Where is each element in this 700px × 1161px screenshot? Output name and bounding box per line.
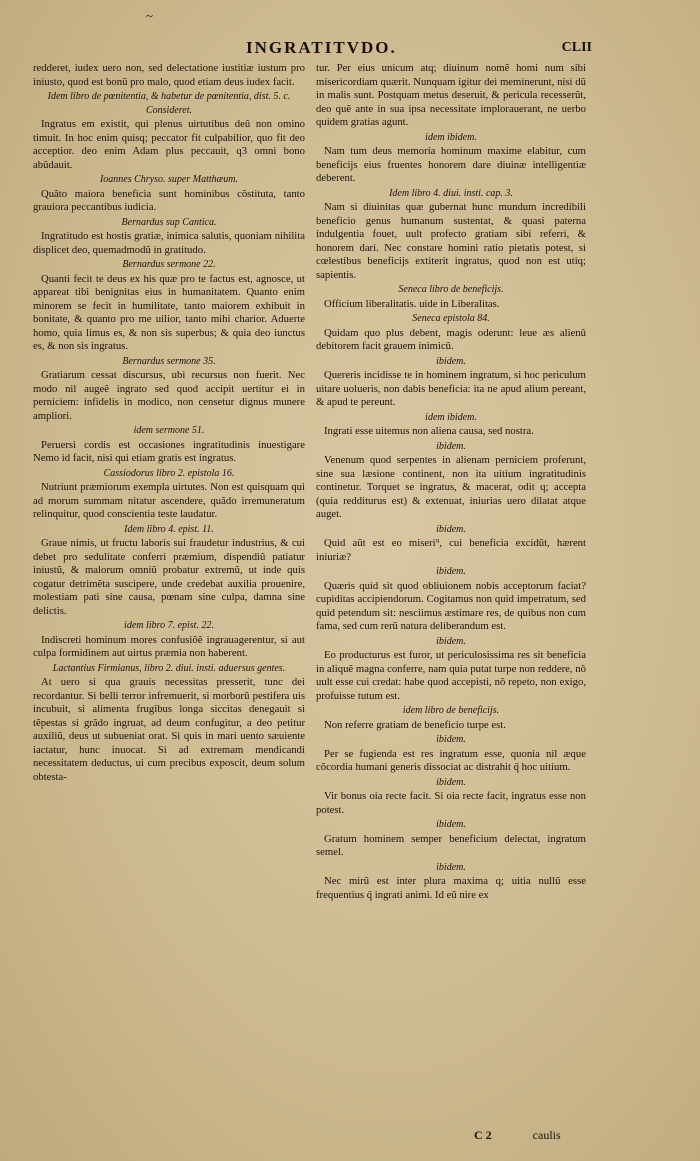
- catchword: caulis: [532, 1128, 561, 1142]
- paragraph: Nutriunt præmiorum exempla uirtutes. Non est quisquam qui ad morum summam nitatur ascendere, quãdo irremuneratum relinquitur, quod conscientia teste laudatur.: [33, 481, 305, 520]
- paragraph: Graue nimis, ut fructu laboris sui fraudetur industrius, & cui debet pro sedulitate conferri præmium, dispendiũ patiatur iniustũ, & malorum omniũ probatur extremũ, ut inde quis cogatur detrimẽta suscipere, unde credebat auxilia prouenire, molestiam pati sine causa, pœnam sine culpa, damna sine delictis.: [33, 537, 305, 617]
- source-citation: ibidem.: [436, 734, 466, 745]
- source-citation: ibidem.: [436, 566, 466, 577]
- paragraph: At uero si qua grauis necessitas presserit, tunc dei recordantur. Si belli terror infremuerit, si morborũ pestifera uis incubuit, si alimenta frugibus longa siccitas denegauit si tẽpestas si grãdo ingruat, ad deum confugitur, a deo petitur auxiliũ, deus ut subueniat orat. Si quis in mari uento sæuiente iactatur, hunc inuocat. Si ad extremam mendicandi necessitatem deductus, ui cum precibus exposcit, deum solum obtesta-: [33, 676, 305, 783]
- folio-number: CLII: [561, 40, 592, 55]
- paragraph: Quanti fecit te deus ex his quæ pro te factus est, agnosce, ut appareat tibi benignitas eius in humanitatem. Quanto enim minorem se fecit in humilitate, tanto maiorem exhibuit in bonitate, & quanto pro me uilior, tanto mihi charior. Aduerte homo, quia limus es, & non sis superbus; & quia deo iunctus es, & non sis ingratus.: [33, 272, 305, 352]
- source-citation: idem sermone 51.: [133, 425, 205, 436]
- paragraph: Gratiarum cessat discursus, ubi recursus non fuerit. Nec modo nil augeẽ ingrato sed quod accipit uertitur ei in perniciem: infidelis in modico, non censetur dignus munere ampliori.: [33, 369, 305, 422]
- running-title: INGRATITVDO.: [246, 38, 397, 57]
- source-citation: Idem libro 4. epist. 11.: [124, 523, 214, 535]
- paragraph: Nam tum deus memoria hominum maxime elabitur, cum beneficijs eius fruentes honorem dare diuinæ intelligentiæ deberent.: [316, 145, 586, 184]
- paragraph: Peruersi cordis est occasiones ingratitudinis inuestigare Nemo id facit, nisi qui etiam gratis est ingratus.: [33, 438, 305, 464]
- source-citation: idem ibidem.: [425, 411, 477, 423]
- paragraph: Ingrati esse uitemus non aliena causa, sed nostra.: [324, 425, 534, 437]
- source-citation: Bernardus sermone 35.: [122, 355, 216, 367]
- source-citation: Seneca epistola 84.: [412, 313, 490, 324]
- paragraph: Quãto maiora beneficia sunt hominibus cõstituta, tanto grauiora peccantibus iudicia.: [33, 187, 305, 213]
- paragraph: Quidam quo plus debent, magis oderunt: leue æs alienũ debitorem facit grauem inimicũ.: [316, 326, 586, 352]
- top-mark: ~: [146, 8, 154, 23]
- source-citation: Idem libro 4. diui. insti. cap. 3.: [389, 187, 513, 199]
- running-header: [0, 36, 700, 62]
- right-column: [316, 62, 586, 903]
- source-citation: Lactantius Firmianus, libro 2. diui. insti. aduersus gentes.: [52, 662, 286, 674]
- paragraph: Venenum quod serpentes in alienam perniciem proferunt, sine sua læsione continent, non ita uitium ingratitudinis continetur. Torquet se ingratus, & macerat, odit q; accepta (quia redditurus est) & extenuat, iniurias uero dilatat atque auget.: [316, 454, 586, 520]
- source-citation: idem ibidem.: [425, 131, 477, 143]
- paragraph: Quæris quid sit quod obliuionem nobis acceptorum faciat? cupiditas accipiendorum. Cogitamus non quid impetratum, sed quid petendum sit: nesciimus æstimare res, de quibus non cum fama, sed cum rerũ natura deliberandum est.: [316, 579, 586, 632]
- paragraph: Vir bonus oia recte facit. Si oia recte facit, ingratus esse non potest.: [316, 790, 586, 816]
- paragraph: Non referre gratiam de beneficio turpe est.: [324, 718, 506, 731]
- source-citation: Idem libro de pœnitentia, & habetur de pœnitentia, dist. 5. c. Consideret.: [47, 91, 291, 116]
- source-citation: Cassiodorus libro 2. epistola 16.: [103, 467, 235, 479]
- source-citation: idem libro 7. epist. 22.: [124, 620, 214, 631]
- source-citation: Seneca libro de beneficijs.: [398, 284, 504, 295]
- paragraph: Indiscreti hominum mores confusiõẽ ingrauagerentur, si aut culpa formidinem aut uirtus præmia non haberent.: [33, 633, 305, 659]
- paragraph: Nec mirũ est inter plura maxima q; uitia nullũ esse frequentius q̃ ingrati animi. Id eũ nire ex: [316, 875, 586, 901]
- signature-mark: C 2: [474, 1128, 492, 1142]
- source-citation: ibidem.: [436, 776, 466, 788]
- source-citation: Bernardus sermone 22.: [122, 259, 216, 270]
- source-citation: ibidem.: [436, 861, 466, 873]
- source-citation: Ioannes Chryso. super Matthæum.: [99, 174, 239, 185]
- paragraph: Eo producturus est furor, ut periculosissima res sit beneficia in aliquẽ magna conferre, nam quia putat turpe non reddere, nõ uult esse cui credat: habe quod accepisti, nõ repeto, non exigo, profuisse tutum est.: [316, 649, 586, 702]
- paragraph: Nam si diuinitas quæ gubernat hunc mundum incredibili beneficio genus humanum sustentat, & quasi paterna indulgentia fouet, uult profecto gratiam sibi referri, & honorem dari. Nec constare homini ratio pietatis potest, si cœlestibus beneficijs extiterit ingratus, quod non est utiq; sapientis.: [316, 201, 586, 281]
- page-footer: [474, 1128, 594, 1143]
- source-citation: ibidem.: [436, 440, 466, 452]
- source-citation: ibidem.: [436, 635, 466, 647]
- paragraph: Quid aũt est eo miseri⁹, cui beneficia excidũt, hærent iniuriæ?: [316, 537, 586, 563]
- paragraph: redderet, iudex uero non, sed delectatione iustitiæ iustum pro iniusto, quod est bonũ pro malo, quod etiam deus iudex facit.: [33, 62, 305, 88]
- source-citation: ibidem.: [436, 523, 466, 535]
- source-citation: Bernardus sup Cantica.: [121, 216, 217, 228]
- paragraph: Gratum hominem semper beneficium delectat, ingratum semel.: [316, 832, 586, 858]
- source-citation: ibidem.: [436, 819, 466, 830]
- paragraph: Officium liberalitatis. uide in Liberalitas.: [324, 297, 500, 310]
- left-column: [33, 62, 305, 785]
- source-citation: idem libro de beneficijs.: [402, 705, 500, 716]
- paragraph: Per se fugienda est res ingratum esse, quonia nil æque cõcordia humani generis dissociat ac distrahit q̃ hoc uitium.: [316, 747, 586, 773]
- paragraph: Ingratitudo est hostis gratiæ, inimica salutis, quoniam nihilita displicet deo, quemadmodũ in gratitudo.: [33, 230, 305, 256]
- paragraph: Ingratus em existit, qui plenus uirtutibus deũ non omino timuit. In hoc enim quisq; peccator fit culpabilior, quo fit deo acceptior. deo enim Adam plus peccauit, q3 omni bono abũdauit.: [33, 118, 305, 171]
- source-citation: ibidem.: [436, 355, 466, 367]
- paragraph: Quereris incidisse te in hominem ingratum, si hoc periculum uitare uolueris, non dabis beneficia: ita ne apud alium pereant, & apud te pereunt.: [316, 369, 586, 408]
- paragraph: tur. Per eius unicum atq; diuinum nomẽ homi num sibi misericordiam quærit. Nunquam igitur dei meminerunt, nisi dũ in malis sunt. Postquam metus deseruit, & pericula recesserũt, deo quẽ ante in sua ipsa necessitate implorauerant, ne uerbo quidem gratias agunt.: [316, 62, 586, 128]
